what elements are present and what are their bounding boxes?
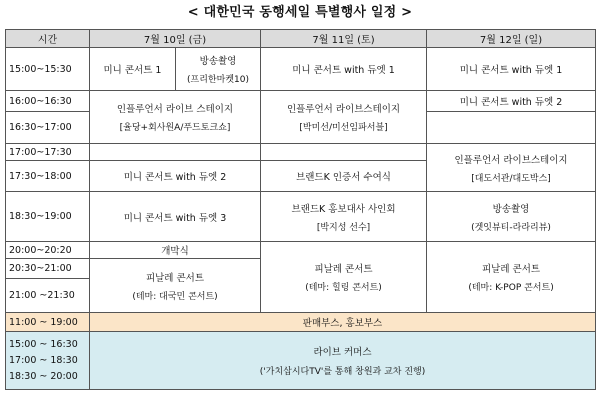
- empty-cell: [90, 144, 261, 161]
- event-d2-brandk-ceremony: 브랜드K 인증서 수여식: [261, 161, 427, 192]
- event-d3-mini-concert-1: 미니 콘서트 with 듀엣 1: [427, 48, 596, 91]
- time-slot-group: [6, 332, 90, 390]
- event-sub: (겟잇뷰티-라라리뷰): [471, 222, 551, 233]
- event-sub: (테마: K-POP 콘서트): [468, 283, 554, 293]
- event-d2-finale: [261, 242, 427, 313]
- event-d1-mini-concert-3: 미니 콘서트 with 듀엣 3: [90, 192, 261, 242]
- event-label: 방송촬영: [492, 203, 530, 215]
- event-d2-influencer: [261, 91, 427, 144]
- time-slot: 17:00~17:30: [6, 144, 90, 161]
- event-booth: 판매부스, 홍보부스: [90, 313, 596, 332]
- event-label: 인플루언서 라이브 스테이지: [116, 104, 234, 115]
- time-slot: 20:30~21:00: [6, 259, 90, 279]
- empty-cell: [261, 144, 427, 161]
- event-d1-mini-concert-2: 미니 콘서트 with 듀엣 2: [90, 161, 261, 192]
- time-slot: 15:00~15:30: [6, 48, 90, 91]
- event-d1-influencer: [90, 91, 261, 144]
- event-label: 인플루언서 라이브스테이지: [454, 154, 568, 166]
- event-d1-mini-concert-1: 미니 콘서트 1: [90, 48, 176, 91]
- time-slot: 17:30~18:00: [6, 161, 90, 192]
- event-d3-influencer: [427, 144, 596, 192]
- event-live-commerce: [90, 332, 596, 390]
- time-slot: 16:00~16:30: [6, 91, 90, 112]
- empty-cell: [427, 112, 596, 144]
- event-sub: (테마: 힐링 콘서트): [305, 283, 382, 293]
- event-d3-broadcast: [427, 192, 596, 242]
- time-slot: 18:30~19:00: [6, 192, 90, 242]
- header-day2: 7월 11일 (토): [261, 30, 427, 48]
- event-d1-broadcast: [176, 48, 261, 91]
- time-slot: 16:30~17:00: [6, 112, 90, 144]
- header-time: 시간: [6, 30, 90, 48]
- event-label: 라이브 커머스: [313, 347, 372, 358]
- event-sub: [대도서관/대도박스]: [471, 173, 551, 184]
- event-sub: (프리한마켓10): [187, 75, 249, 85]
- schedule-table: [5, 29, 596, 390]
- time-slot: 20:00~20:20: [6, 242, 90, 259]
- event-d3-mini-concert-2: 미니 콘서트 with 듀엣 2: [427, 91, 596, 112]
- event-d1-opening: 개막식: [90, 242, 261, 259]
- event-label: 피날레 콘서트: [481, 264, 541, 275]
- event-d1-finale: [90, 259, 261, 313]
- event-sub: [박지성 선수]: [316, 222, 371, 233]
- event-label: 방송촬영: [199, 56, 237, 67]
- event-label: 피날레 콘서트: [145, 272, 205, 284]
- time-slot: 18:30 ~ 20:00: [9, 370, 78, 382]
- event-sub: ('가치삽시다TV'를 통해 창원과 교차 진행): [259, 367, 426, 377]
- time-slot: 17:00 ~ 18:30: [9, 354, 78, 366]
- event-label: 인플루언서 라이브스테이지: [286, 104, 401, 115]
- event-sub: [율당+회사원A/푸드토크쇼]: [119, 123, 231, 133]
- event-d2-mini-concert-1: 미니 콘서트 with 듀엣 1: [261, 48, 427, 91]
- event-d3-finale: [427, 242, 596, 313]
- event-sub: [박미선/미선임파서블]: [299, 123, 388, 133]
- header-day1: 7월 10일 (금): [90, 30, 261, 48]
- event-label: 피날레 콘서트: [314, 264, 373, 275]
- header-day3: 7월 12일 (일): [427, 30, 596, 48]
- time-slot: 11:00 ~ 19:00: [6, 313, 90, 332]
- event-d2-ambassador-signing: [261, 192, 427, 242]
- page-title: < 대한민국 동행세일 특별행사 일정 >: [187, 5, 413, 20]
- event-label: 브랜드K 홍보대사 사인회: [291, 203, 396, 215]
- time-slot: 15:00 ~ 16:30: [9, 338, 78, 350]
- time-slot: 21:00 ~21:30: [6, 279, 90, 313]
- event-sub: (테마: 대국민 콘서트): [132, 291, 218, 302]
